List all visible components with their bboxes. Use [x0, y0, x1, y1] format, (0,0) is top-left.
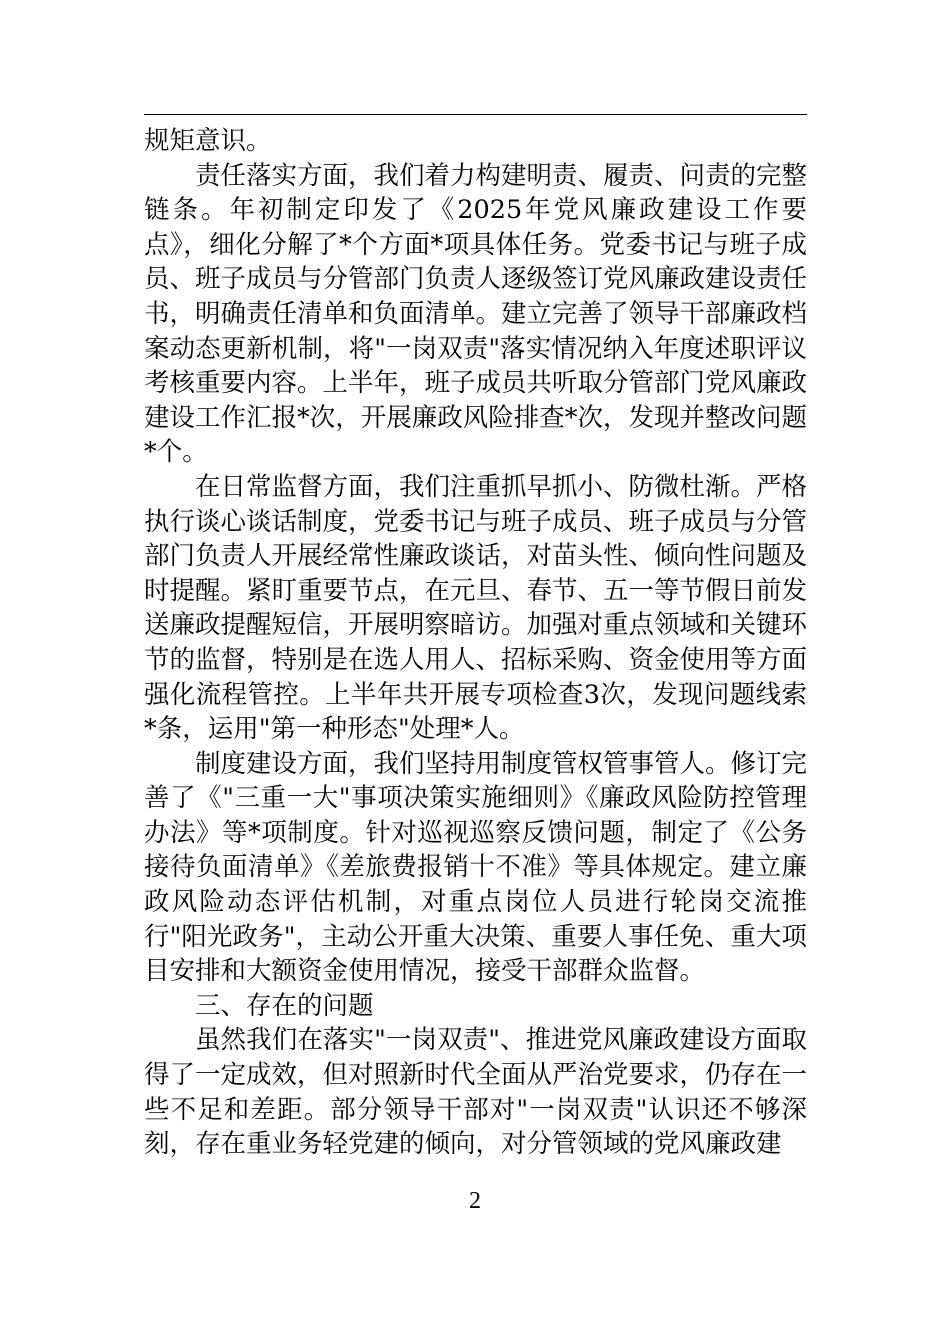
paragraph-institution: 制度建设方面，我们坚持用制度管权管事管人。修订完善了《"三重一大"事项决策实施细则》《廉政风险防控管理办法》等*项制度。针对巡视巡察反馈问题，制定了《公务接待负面清单》《差旅费报销十不准》等具体规定。建立廉政风险动态评估机制，对重点岗位人员进行轮岗交流推行"阳光政务"，主动公开重大决策、重要人事任免、重大项目安排和大额资金使用情况，接受干部群众监督。 [144, 748, 808, 987]
section-heading-problems: 三、存在的问题 [195, 990, 374, 1021]
paragraph-problems: 虽然我们在落实"一岗双责"、推进党风廉政建设方面取得了一定成效，但对照新时代全面从严治党要求，仍存在一些不足和差距。部分领导干部对"一岗双责"认识还不够深刻，存在重业务轻党建的倾向，对分管领域的党风廉政建 [144, 1025, 808, 1160]
page-number: 2 [469, 1188, 481, 1214]
paragraph-continuation: 规矩意识。 [144, 126, 272, 156]
paragraph-supervision: 在日常监督方面，我们注重抓早抓小、防微杜渐。严格执行谈心谈话制度，党委书记与班子成员、班子成员与分管部门负责人开展经常性廉政谈话，对苗头性、倾向性问题及时提醒。紧盯重要节点，在元旦、春节、五一等节假日前发送廉政提醒短信，开展明察暗访。加强对重点领域和关键环节的监督，特别是在选人用人、招标采购、资金使用等方面强化流程管控。上半年共开展专项检查3次，发现问题线索*条，运用"第一种形态"处理*人。 [144, 471, 808, 745]
header-rule [144, 114, 807, 115]
paragraph-responsibility: 责任落实方面，我们着力构建明责、履责、问责的完整链条。年初制定印发了《2025年党风廉政建设工作要点》，细化分解了*个方面*项具体任务。党委书记与班子成员、班子成员与分管部门负责人逐级签订党风廉政建设责任书，明确责任清单和负面清单。建立完善了领导干部廉政档案动态更新机制，将"一岗双责"落实情况纳入年度述职评议考核重要内容。上半年，班子成员共听取分管部门党风廉政建设工作汇报*次，开展廉政风险排查*次，发现并整改问题*个。 [144, 160, 808, 468]
document-body [144, 124, 807, 1162]
